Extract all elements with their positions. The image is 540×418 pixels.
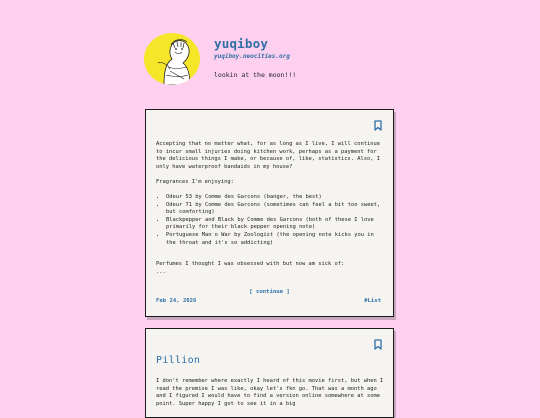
list-item: • Portuguese Man o War by Zoologist (the opening note kicks you in the throat and it's so addicting): [166, 232, 384, 247]
site-header: [144, 33, 404, 87]
post-intro: I don't remember where exactly I heard of this movie first, but when I read the premise I was like, okay let's fkn go. That was a month ago and I figured I would have to find a version online somewhere at some point. Super happy I got to see it in a big: [156, 378, 384, 407]
list-item: • Odeur 53 by Comme des Garcons (banger, the best): [166, 194, 384, 202]
sick-of-heading: Perfumes I thought I was obsessed with but now am sick of:: [156, 261, 345, 268]
bookmark-icon[interactable]: [373, 120, 383, 131]
site-title[interactable]: yuqiboy: [214, 36, 269, 51]
continue-link[interactable]: [ continue ]: [249, 289, 290, 295]
post-intro: Accepting that no matter what, for as long as I live, I will continue to incur small injuries doing kitchen work, perhaps as a payment for the delicious things I make, or because of, like, statistics. Also, I only have waterproof bandaids in my house?: [156, 141, 380, 170]
site-url[interactable]: yuqiboy.neocities.org: [214, 53, 290, 60]
post-card: [145, 109, 394, 317]
list-item: • Odeur 71 by Comme des Garcons (sometimes can feel a bit too sweet, but comforting): [166, 202, 384, 217]
ellipsis: ...: [156, 268, 166, 275]
avatar[interactable]: [144, 33, 200, 85]
fragrance-list: [156, 194, 384, 247]
site-tagline: lookin at the moon!!!: [214, 71, 297, 79]
list-item: • Blackpepper and Black by Comme des Garcons (both of these I love primarily for their black pepper opening note): [166, 217, 384, 232]
post-date[interactable]: Feb 24, 2026: [156, 298, 197, 304]
avatar-drawing-icon: [144, 33, 200, 85]
post-tag[interactable]: #List: [364, 298, 381, 304]
post-title[interactable]: Pillion: [156, 355, 201, 366]
post-body: [156, 378, 384, 408]
bookmark-icon[interactable]: [373, 339, 383, 350]
fragrances-heading: Fragrances I'm enjoying:: [156, 179, 234, 186]
post-body: [156, 141, 384, 276]
